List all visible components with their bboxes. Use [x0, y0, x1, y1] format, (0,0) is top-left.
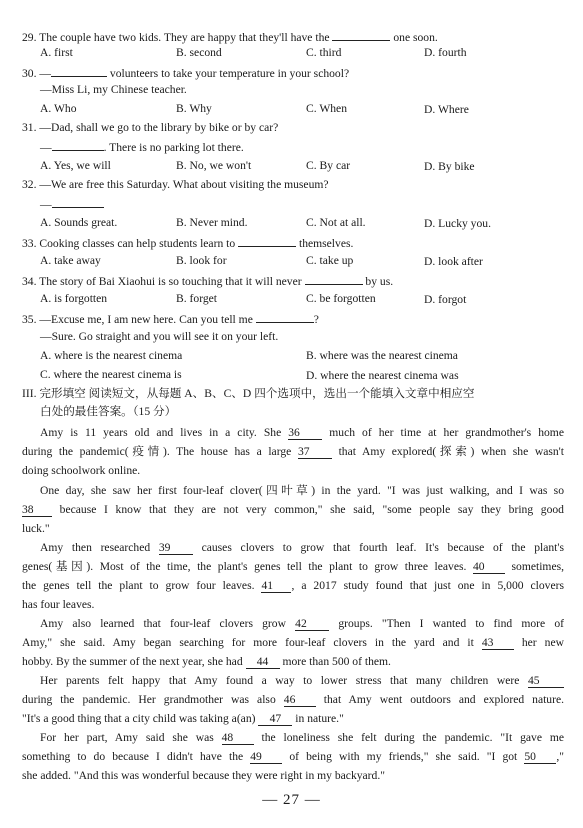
passage-line: she added. "And this was wonderful because they were right in my backyard.": [22, 769, 385, 782]
section-heading: III. 完形填空 阅读短文，从每题 A、B、C、D 四个选项中，选出一个能填入文章中相应空: [22, 387, 475, 400]
dialogue-reply: —Sure. Go straight and you will see it on your left.: [40, 330, 279, 343]
answer-blank: [305, 273, 363, 285]
option: D. By bike: [424, 160, 475, 173]
option: D. where the nearest cinema was: [306, 369, 459, 382]
option: C. Not at all.: [306, 216, 366, 229]
option: B. look for: [176, 254, 227, 267]
option: A. take away: [40, 254, 101, 267]
passage-line: Amy is 11 years old and lives in a city. She 36 much of her time at her grandmother's home: [40, 426, 564, 439]
option: A. Sounds great.: [40, 216, 118, 229]
blank-45: 45: [528, 674, 564, 688]
passage-line: during the pandemic(疫情). The house has a large 37 that Amy explored(探索) when she wasn't: [22, 445, 564, 458]
question-34-stem: 34. The story of Bai Xiaohui is so touching that it will never by us.: [22, 275, 394, 288]
question-33-stem: 33. Cooking classes can help students learn to themselves.: [22, 237, 354, 250]
option: C. where the nearest cinema is: [40, 368, 182, 381]
option: A. is forgotten: [40, 292, 108, 305]
passage-line: Her parents felt happy that Amy found a way to lower stress that many children were 45: [40, 674, 564, 688]
option: C. third: [306, 46, 342, 59]
option: C. take up: [306, 254, 354, 267]
option: C. be forgotten: [306, 292, 376, 305]
blank-48: 48: [222, 731, 254, 745]
blank-43: 43: [482, 636, 514, 650]
blank-50: 50: [524, 750, 556, 764]
passage-line: has four leaves.: [22, 598, 95, 611]
option: D. Lucky you.: [424, 217, 491, 230]
dialogue-reply: —Miss Li, my Chinese teacher.: [40, 83, 187, 96]
passage-line: during the pandemic. Her grandmother was also 46 that Amy went outdoors and explored nature.: [22, 693, 565, 706]
option: B. Why: [176, 102, 212, 115]
question-31-stem: 31. —Dad, shall we go to the library by bike or by car?: [22, 121, 279, 134]
passage-line: the genes tell the plant to grow four leaves. 41 , a 2017 study found that just one in 5,000 clovers: [22, 579, 564, 592]
option: B. forget: [176, 292, 218, 305]
question-35-stem: 35. —Excuse me, I am new here. Can you tell me ?: [22, 313, 319, 326]
page-number: — 27 —: [262, 792, 321, 808]
question-29-stem: 29. The couple have two kids. They are happy that they'll have the one soon.: [22, 31, 438, 44]
option: D. forgot: [424, 293, 467, 306]
passage-line: Amy also learned that four-leaf clovers grow 42 groups. "Then I wanted to find more of: [40, 617, 564, 630]
passage-line: Amy," she said. Amy began searching for more four-leaf clovers in the yard and it 43 her new: [22, 636, 564, 649]
option: C. When: [306, 102, 348, 115]
passage-line: Amy then researched 39 causes clovers to grow that fourth leaf. It's because of the plant's: [40, 541, 564, 554]
passage-line: One day, she saw her first four-leaf clover(四叶草) in the yard. "I was just walking, and I was so: [40, 484, 564, 497]
dialogue-reply: —: [40, 196, 104, 212]
answer-blank: [238, 235, 296, 247]
passage-line: hobby. By the summer of the next year, she had 44 more than 500 of them.: [22, 655, 391, 668]
blank-40: 40: [473, 560, 505, 574]
blank-49: 49: [250, 750, 282, 764]
blank-46: 46: [284, 693, 316, 707]
passage-line: 38 because I know that they are not very common," she said, "some people say they bring good: [22, 503, 564, 516]
passage-line: genes(基因). Most of the time, the plant's genes tell the plant to grow three leaves. 40 sometimes,: [22, 560, 565, 573]
blank-39: 39: [159, 541, 193, 555]
option: B. No, we won't: [176, 159, 252, 172]
passage-line: luck.": [22, 522, 50, 535]
section-heading-line2: 白处的最佳答案。（15 分）: [40, 405, 177, 418]
option: C. By car: [306, 159, 351, 172]
blank-44: 44: [246, 655, 280, 669]
question-30-stem: 30. — volunteers to take your temperature in your school?: [22, 67, 350, 80]
option: A. Yes, we will: [40, 159, 111, 172]
answer-blank: [51, 65, 107, 77]
blank-41: 41: [261, 579, 291, 593]
option: A. first: [40, 46, 73, 59]
answer-blank: [332, 29, 390, 41]
option: A. where is the nearest cinema: [40, 349, 183, 362]
option: B. Never mind.: [176, 216, 248, 229]
blank-38: 38: [22, 503, 52, 517]
passage-line: For her part, Amy said she was 48 the loneliness she felt during the pandemic. "It gave me: [40, 731, 564, 744]
passage-line: "It's a good thing that a city child was taking a(an) 47 in nature.": [22, 712, 344, 725]
option: D. look after: [424, 255, 483, 268]
blank-42: 42: [295, 617, 329, 631]
option: D. Where: [424, 103, 469, 116]
option: B. second: [176, 46, 222, 59]
blank-37: 37: [298, 445, 332, 459]
answer-blank: [256, 311, 314, 323]
blank-47: 47: [258, 712, 292, 726]
question-32-stem: 32. —We are free this Saturday. What about visiting the museum?: [22, 178, 329, 191]
answer-blank: [52, 139, 104, 151]
dialogue-reply: — . There is no parking lot there.: [40, 141, 244, 154]
blank-36: 36: [288, 426, 322, 440]
passage-line: something to do because I didn't have the 49 of being with my friends," she said. "I got 50 ,": [22, 750, 565, 763]
answer-blank: [52, 196, 104, 208]
passage-line: doing schoolwork online.: [22, 464, 141, 477]
option: D. fourth: [424, 46, 467, 59]
option: A. Who: [40, 102, 77, 115]
option: B. where was the nearest cinema: [306, 349, 458, 362]
